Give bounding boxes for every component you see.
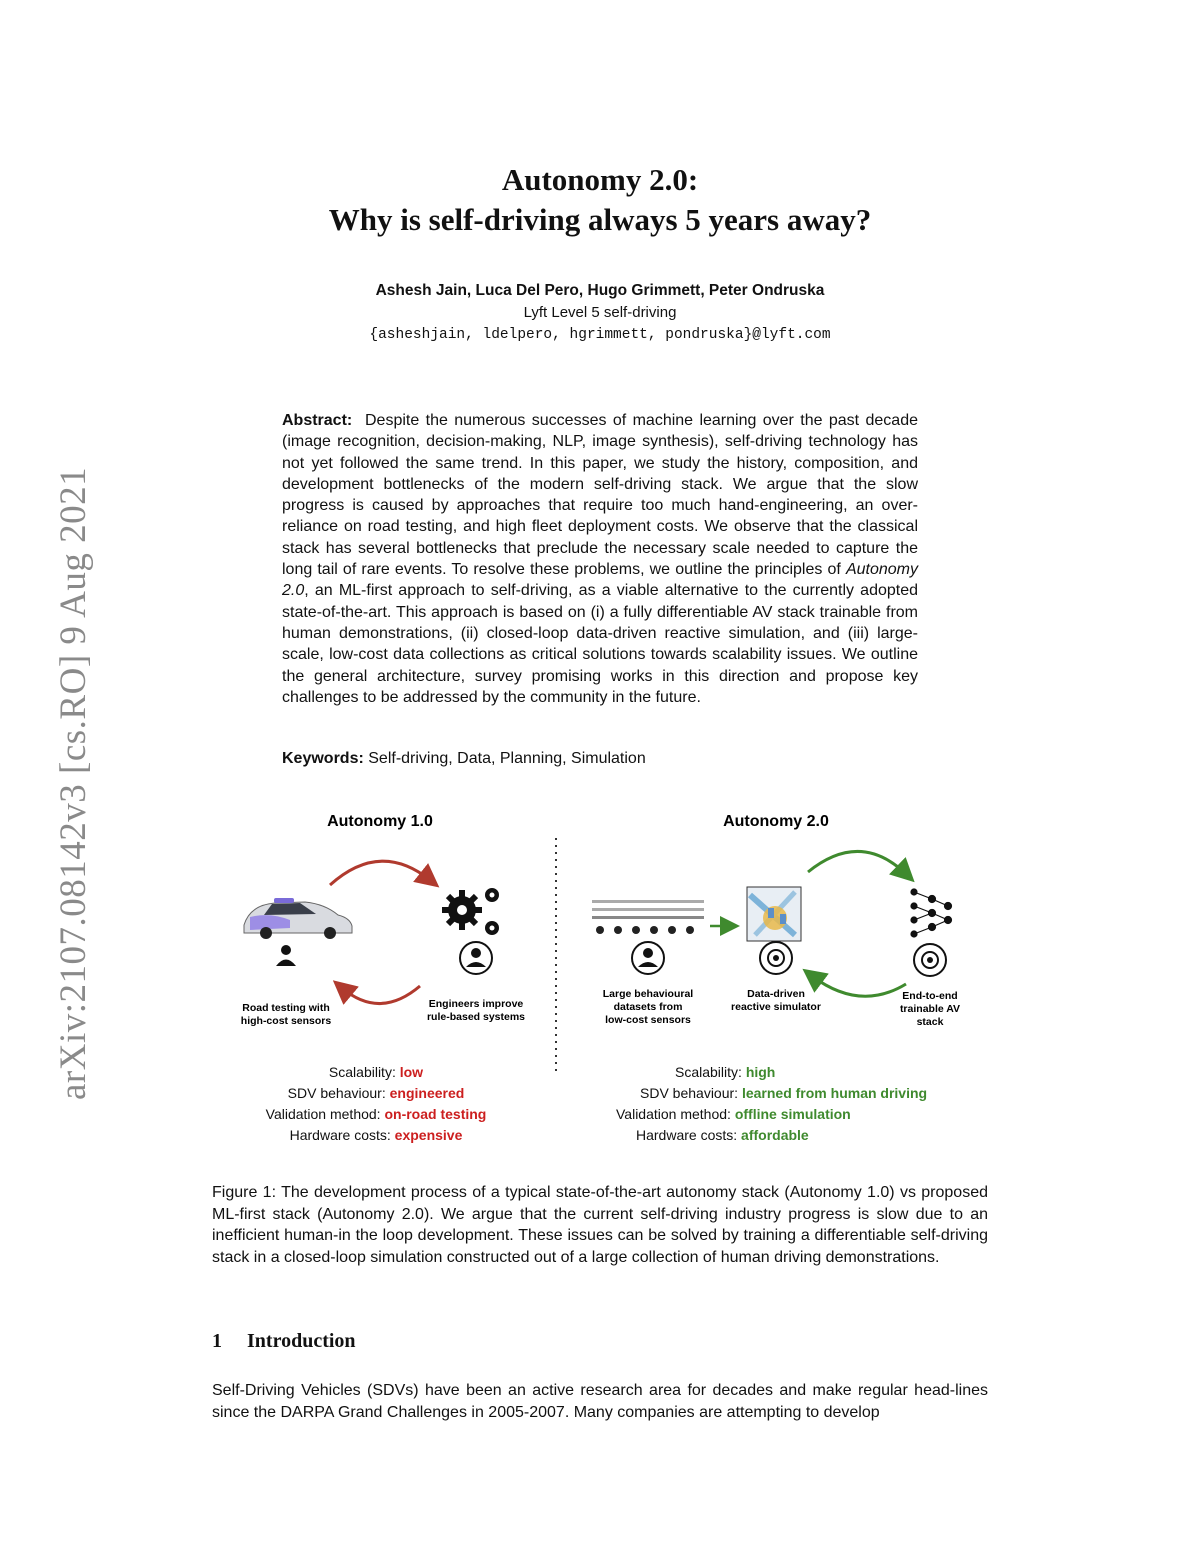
prop-row [230, 1083, 522, 1104]
fig-left-title: Autonomy 1.0 [327, 813, 433, 830]
prop-label: Hardware costs: [289, 1127, 391, 1143]
affiliation: Lyft Level 5 self-driving [523, 304, 677, 321]
map-simulator-icon [747, 887, 801, 941]
prop-value: engineered [389, 1085, 465, 1101]
prop-row [230, 1104, 522, 1125]
prop-row [230, 1062, 522, 1083]
prop-label: Hardware costs: [636, 1127, 738, 1143]
intro-paragraph: Self-Driving Vehicles (SDVs) have been an active research area for decades and make regular head-lines since the DARPA Grand Challenges in 2005-2007. Many companies are attempting to develop [212, 1382, 988, 1421]
title-line-2: Why is self-driving always 5 years away? [328, 202, 872, 237]
arc-left-top [330, 861, 430, 885]
section-title: Introduction [247, 1330, 356, 1352]
fig-right-label-b2: reactive simulator [731, 1001, 821, 1013]
prop-row [610, 1083, 970, 1104]
gears-icon [442, 888, 499, 935]
fig-right-label-c1: End-to-end [902, 990, 958, 1002]
section-number: 1 [212, 1330, 222, 1352]
section-heading [212, 1330, 356, 1353]
fig-left-label-a1: Road testing with [242, 1002, 330, 1014]
prop-value: expensive [394, 1127, 463, 1143]
fig-right-label-a1: Large behavioural [602, 988, 694, 1000]
prop-value: affordable [741, 1127, 809, 1143]
arc-left-bottom [342, 986, 420, 1004]
prop-label: SDV behaviour: [640, 1085, 739, 1101]
prop-label: Scalability: [675, 1064, 742, 1080]
fig-right-label-b1: Data-driven [747, 988, 805, 1000]
authors-block [0, 280, 1200, 346]
fig-right-title: Autonomy 2.0 [723, 813, 829, 830]
abstract-text-1: Despite the numerous successes of machine learning over the past decade (image recognition, decision-making, NLP, image synthesis), self-driving technology has not yet followed the same trend. In this paper, we study the history, composition, and development bottlenecks of the modern self-driving stack. We argue that the slow progress is caused by approaches that require too much hand-engineering, an over-reliance on road testing, and high fleet deployment costs. We observe that the classical stack has several bottlenecks that preclude the necessary scale needed to capture the long tail of rare events. To resolve these problems, we outline the principles of [282, 412, 919, 579]
abstract-label: Abstract: [282, 412, 353, 429]
prop-label: Validation method: [616, 1106, 731, 1122]
fig-left-label-a2: high-cost sensors [240, 1015, 332, 1027]
figure-caption: Figure 1: The development process of a typical state-of-the-art autonomy stack (Autonomy 1.0) vs proposed ML-first stack (Autonomy 2.0). We argue that the current self-driving industry progress is slow due to an inefficient human-in the loop development. These issues can be solved by training a differentiable self-driving stack in a closed-loop simulation constructed out of a large collection of human driving demonstrations. [212, 1184, 988, 1266]
prop-row [230, 1125, 522, 1146]
person-icon-driver [276, 945, 296, 966]
fig-right-label-a2: datasets from [613, 1001, 683, 1013]
prop-row [610, 1062, 970, 1083]
arxiv-stamp: arXiv:2107.08142v3 [cs.RO] 9 Aug 2021 [53, 466, 94, 1100]
prop-value: learned from human driving [741, 1085, 928, 1101]
prop-row [610, 1125, 970, 1146]
author-emails: {asheshjain, ldelpero, hgrimmett, pondruska}@lyft.com [369, 327, 831, 343]
keywords [282, 750, 918, 768]
figure-1 [230, 800, 990, 1160]
person-icon-dataset [632, 942, 664, 974]
abstract-text-2: , an ML-first approach to self-driving, as a viable alternative to the currently adopted state-of-the-art. This approach is based on (i) a fully differentiable AV stack trainable from human demonstrations, (ii) closed-loop data-driven reactive simulation, and (iii) large-scale, low-cost data collections as critical solutions towards scalability issues. We outline the general architecture, survey promising works in this direction and propose key challenges to be addressed by the community in the future. [282, 582, 918, 706]
fig-left-label-b1: Engineers improve [428, 998, 524, 1010]
arc-right-top [808, 851, 906, 874]
prop-value: offline simulation [734, 1106, 851, 1122]
car-icon [244, 898, 352, 939]
fig-right-props [610, 1062, 970, 1146]
prop-label: SDV behaviour: [287, 1085, 386, 1101]
arc-right-bottom [812, 976, 906, 996]
ai-chip-icon-simulator [760, 942, 792, 974]
keywords-label: Keywords: [282, 750, 364, 767]
author-names: Ashesh Jain, Luca Del Pero, Hugo Grimmett, Peter Ondruska [375, 282, 825, 299]
fig-right-label-c2: trainable AV [899, 1003, 961, 1015]
fig-left-props [230, 1062, 522, 1146]
prop-value: on-road testing [384, 1106, 487, 1122]
title-line-1: Autonomy 2.0: [501, 162, 699, 197]
ai-chip-icon-stack [914, 944, 946, 976]
prop-label: Scalability: [328, 1064, 396, 1080]
prop-value: low [399, 1064, 424, 1080]
keywords-text: Self-driving, Data, Planning, Simulation [368, 750, 646, 767]
fig-left-label-b2: rule-based systems [426, 1011, 526, 1023]
person-icon-engineer [460, 942, 492, 974]
fig-right-label-a3: low-cost sensors [605, 1014, 691, 1026]
abstract [282, 410, 918, 708]
neural-network-icon [911, 889, 952, 937]
abstract-emphasis: Autonomy 2.0 [282, 561, 918, 600]
paper-title [0, 160, 1200, 240]
dataset-icon [592, 900, 704, 934]
prop-row [610, 1104, 970, 1125]
fig-right-label-c3: stack [916, 1016, 944, 1028]
prop-label: Validation method: [265, 1106, 381, 1122]
prop-value: high [745, 1064, 776, 1080]
